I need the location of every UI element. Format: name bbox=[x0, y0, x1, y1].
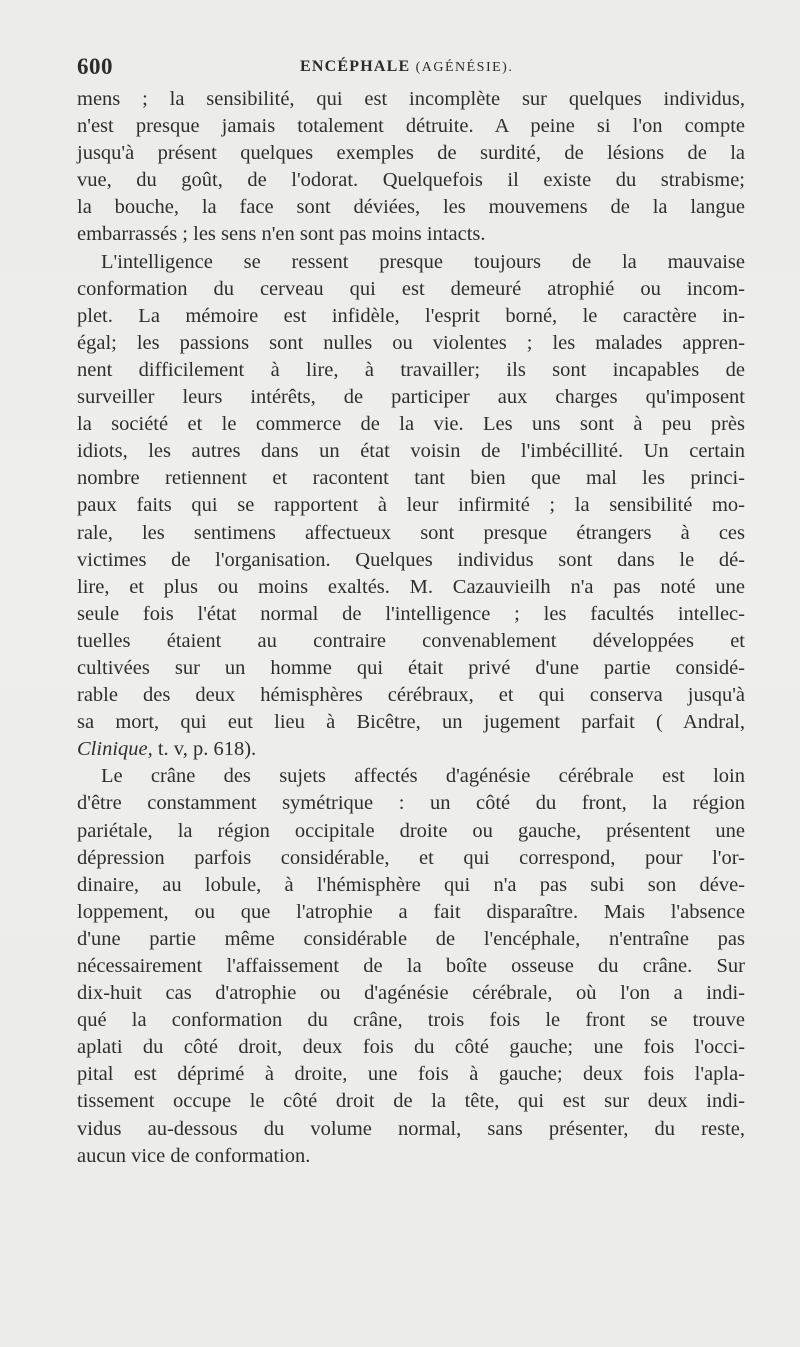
text-line: mens ; la sensibilité, qui est incomplète sur quelques individus, bbox=[77, 88, 745, 110]
text-line: égal; les passions sont nulles ou violentes ; les malades appren- bbox=[77, 331, 745, 354]
text-line: cultivées sur un homme qui était privé d'une partie considé- bbox=[77, 656, 745, 679]
text-line: embarrassés ; les sens n'en sont pas moins intacts. bbox=[77, 223, 486, 246]
paragraph-3 bbox=[77, 763, 745, 1169]
text-line: la société et le commerce de la vie. Les uns sont à peu près bbox=[77, 413, 745, 436]
running-head bbox=[300, 58, 513, 76]
text-line: nécessairement l'affaissement de la boîte osseuse du crâne. Sur bbox=[77, 955, 745, 977]
text-line: aucun vice de conformation. bbox=[77, 1144, 311, 1167]
text-line: pariétale, la région occipitale droite ou gauche, présentent une bbox=[77, 819, 745, 842]
text-line: tuelles étaient au contraire convenablement développées et bbox=[77, 629, 745, 652]
text-line: aplati du côté droit, deux fois du côté gauche; une fois l'occi- bbox=[77, 1036, 745, 1059]
text-line: idiots, les autres dans un état voisin de l'imbécillité. Un certain bbox=[77, 440, 745, 463]
text-line-citation bbox=[77, 736, 745, 763]
text-line: dépression parfois considérable, et qui correspond, pour l'or- bbox=[77, 846, 745, 869]
text-line: sa mort, qui eut lieu à Bicêtre, un jugement parfait ( Andral, bbox=[77, 711, 745, 734]
page-header bbox=[77, 54, 745, 84]
text-line: vue, du goût, de l'odorat. Quelquefois il existe du strabisme; bbox=[77, 169, 745, 192]
page-number: 600 bbox=[77, 54, 113, 79]
text-line: d'être constamment symétrique : un côté du front, la région bbox=[77, 792, 745, 815]
text-line: d'une partie même considérable de l'encéphale, n'entraîne pas bbox=[77, 927, 745, 950]
text-line: dix-huit cas d'atrophie ou d'agénésie cérébrale, où l'on a indi- bbox=[77, 982, 745, 1005]
text-line: L'intelligence se ressent presque toujours de la mauvaise bbox=[101, 250, 745, 273]
text-line: surveiller leurs intérêts, de participer aux charges qu'imposent bbox=[77, 386, 745, 409]
paragraph-2 bbox=[77, 249, 745, 764]
text-line: qué la conformation du crâne, trois fois le front se trouve bbox=[77, 1009, 745, 1032]
text-line: jusqu'à présent quelques exemples de surdité, de lésions de la bbox=[77, 142, 745, 165]
text-line: paux faits qui se rapportent à leur infirmité ; la sensibilité mo- bbox=[77, 494, 745, 517]
text-line: lire, et plus ou moins exaltés. M. Cazauvieilh n'a pas noté une bbox=[77, 575, 745, 598]
text-line: n'est presque jamais totalement détruite. A peine si l'on compte bbox=[77, 115, 745, 138]
text-line: pital est déprimé à droite, une fois à gauche; deux fois l'apla- bbox=[77, 1063, 745, 1086]
text-line: conformation du cerveau qui est demeuré atrophié ou incom- bbox=[77, 277, 745, 300]
text-line: vidus au-dessous du volume normal, sans présenter, du reste, bbox=[77, 1117, 745, 1140]
running-head-sub: (AGÉNÉSIE). bbox=[415, 60, 514, 75]
text-line: plet. La mémoire est infidèle, l'esprit borné, le caractère in- bbox=[77, 304, 745, 327]
text-line: tissement occupe le côté droit de la tête, qui est sur deux indi- bbox=[77, 1090, 745, 1113]
text-line: rale, les sentimens affectueux sont presque étrangers à ces bbox=[77, 521, 745, 544]
running-head-main: ENCÉPHALE bbox=[300, 58, 411, 75]
citation-rest: t. v, p. 618). bbox=[152, 738, 257, 761]
text-line: nent difficilement à lire, à travailler; ils sont incapables de bbox=[77, 358, 745, 381]
body-text bbox=[77, 86, 745, 1170]
text-line: loppement, ou que l'atrophie a fait disparaître. Mais l'absence bbox=[77, 900, 745, 923]
text-line: dinaire, au lobule, à l'hémisphère qui n'a pas subi son déve- bbox=[77, 873, 745, 896]
text-line: nombre retiennent et racontent tant bien que mal les princi- bbox=[77, 467, 745, 490]
text-line: victimes de l'organisation. Quelques individus sont dans le dé- bbox=[77, 548, 745, 571]
text-line: Le crâne des sujets affectés d'agénésie cérébrale est loin bbox=[101, 765, 745, 788]
paragraph-1 bbox=[77, 86, 745, 249]
text-line: la bouche, la face sont déviées, les mouvemens de la langue bbox=[77, 196, 745, 219]
text-line: rable des deux hémisphères cérébraux, et qui conserva jusqu'à bbox=[77, 684, 745, 707]
text-line: seule fois l'état normal de l'intelligence ; les facultés intellec- bbox=[77, 602, 745, 625]
citation-title: Clinique, bbox=[77, 738, 153, 761]
